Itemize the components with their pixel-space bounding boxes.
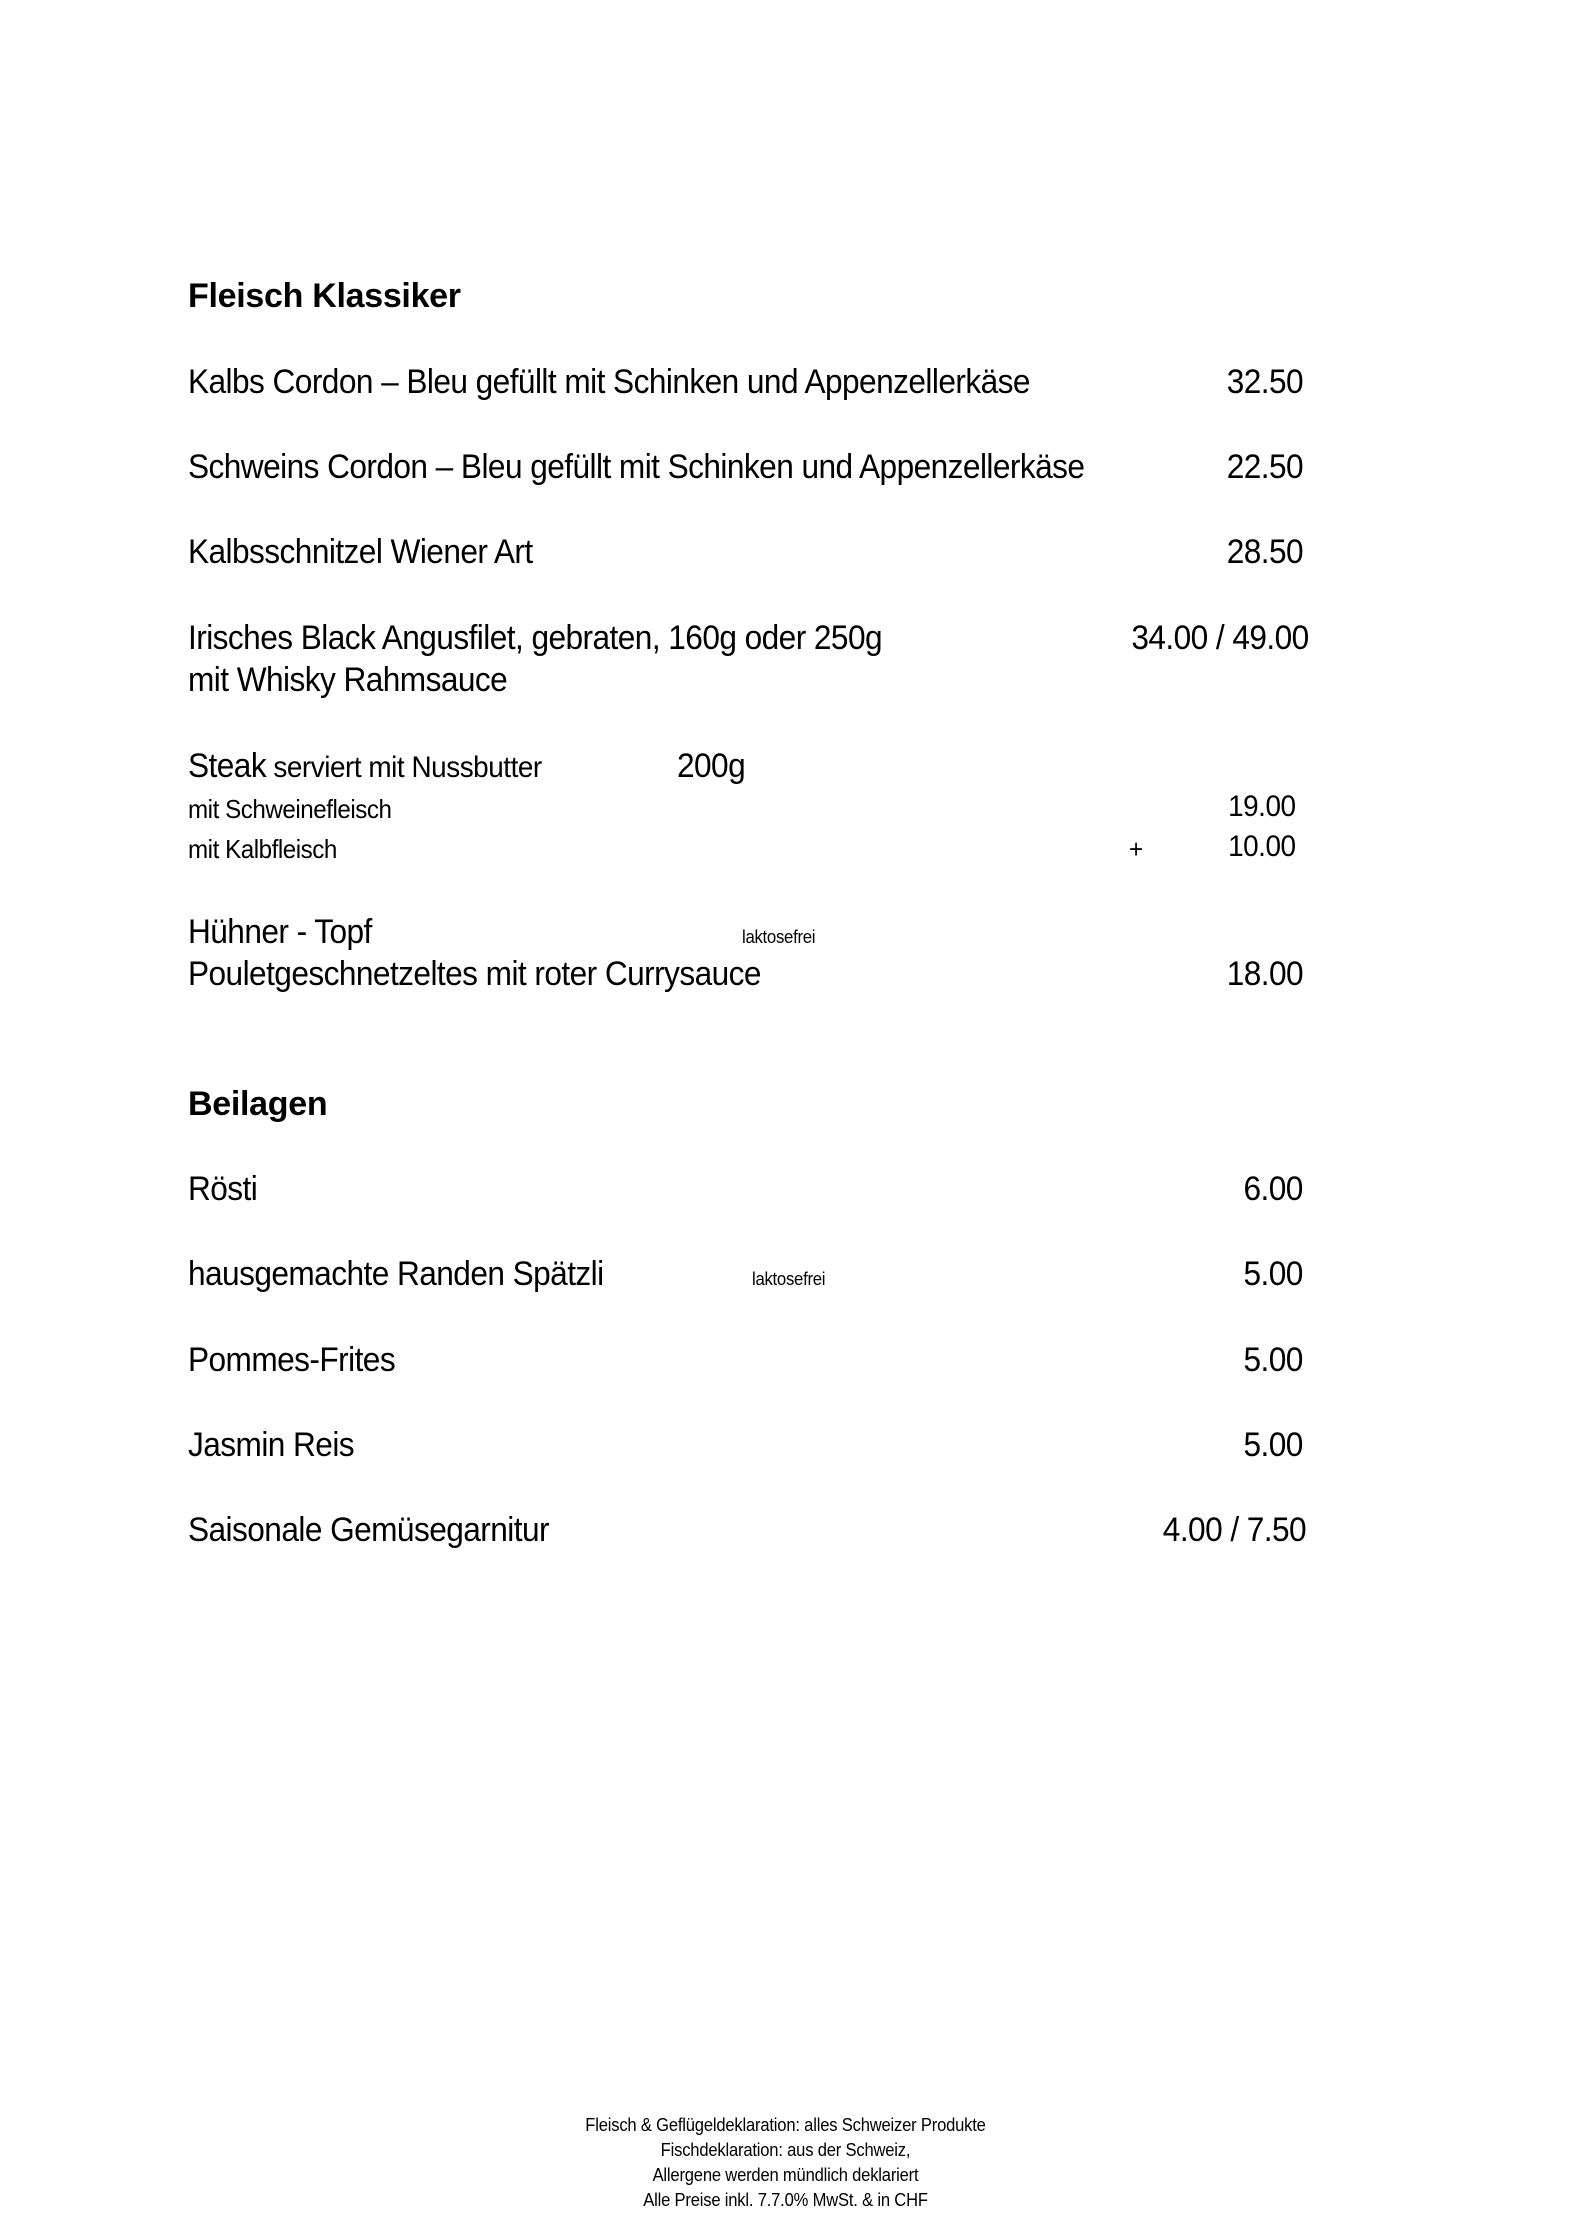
footer-declarations [0,2113,1571,2213]
steak-option-label: mit Kalbfleisch [188,834,337,864]
menu-item-name: hausgemachte Randen Spätzli [188,1255,604,1293]
menu-item-price: 5.00 [1243,1426,1303,1464]
menu-item-name: Kalbsschnitzel Wiener Art [188,533,533,571]
section-heading-fleisch-klassiker: Fleisch Klassiker [188,277,461,315]
menu-item-steak [188,749,542,783]
menu-item-price: 34.00 / 49.00 [1131,619,1309,657]
menu-item-name: Schweins Cordon – Bleu gefüllt mit Schinken und Appenzellerkäse [188,448,1085,486]
menu-item-price: 22.50 [1226,448,1303,486]
menu-item-description: mit Whisky Rahmsauce [188,661,508,699]
menu-item-price: 5.00 [1243,1341,1303,1379]
menu-item-price: 28.50 [1226,533,1303,571]
menu-item-name: Irisches Black Angusfilet, gebraten, 160g oder 250g [188,619,883,657]
steak-option-label: mit Schweinefleisch [188,794,392,824]
menu-item-name: Pommes-Frites [188,1341,396,1379]
steak-option-prefix: + [1129,834,1143,864]
footer-line: Fleisch & Geflügeldeklaration: alles Schweizer Produkte [585,2115,986,2135]
laktosefrei-tag: laktosefrei [742,927,816,947]
menu-item-price: 32.50 [1226,363,1303,401]
section-heading-beilagen: Beilagen [188,1085,328,1123]
menu-item-price: 4.00 / 7.50 [1162,1511,1306,1549]
laktosefrei-tag: laktosefrei [752,1269,826,1289]
menu-item-price: 5.00 [1243,1255,1303,1293]
steak-option-price: 10.00 [1228,830,1296,863]
menu-item-description: Pouletgeschnetzeltes mit roter Currysauce [188,955,761,993]
menu-item-name: Kalbs Cordon – Bleu gefüllt mit Schinken und Appenzellerkäse [188,363,1030,401]
steak-description: serviert mit Nussbutter [266,751,542,784]
steak-name: Steak [188,747,267,785]
menu-item-price: 6.00 [1243,1170,1303,1208]
menu-item-price: 18.00 [1226,955,1303,993]
footer-line: Alle Preise inkl. 7.7.0% MwSt. & in CHF [643,2190,928,2210]
steak-option-price: 19.00 [1228,790,1296,823]
menu-item-name: Jasmin Reis [188,1426,355,1464]
footer-line: Allergene werden mündlich deklariert [652,2165,919,2185]
steak-weight: 200g [677,747,746,785]
menu-item-name: Hühner - Topf [188,913,372,951]
menu-item-name: Saisonale Gemüsegarnitur [188,1511,549,1549]
menu-item-name: Rösti [188,1170,258,1208]
footer-line: Fischdeklaration: aus der Schweiz, [660,2140,911,2160]
